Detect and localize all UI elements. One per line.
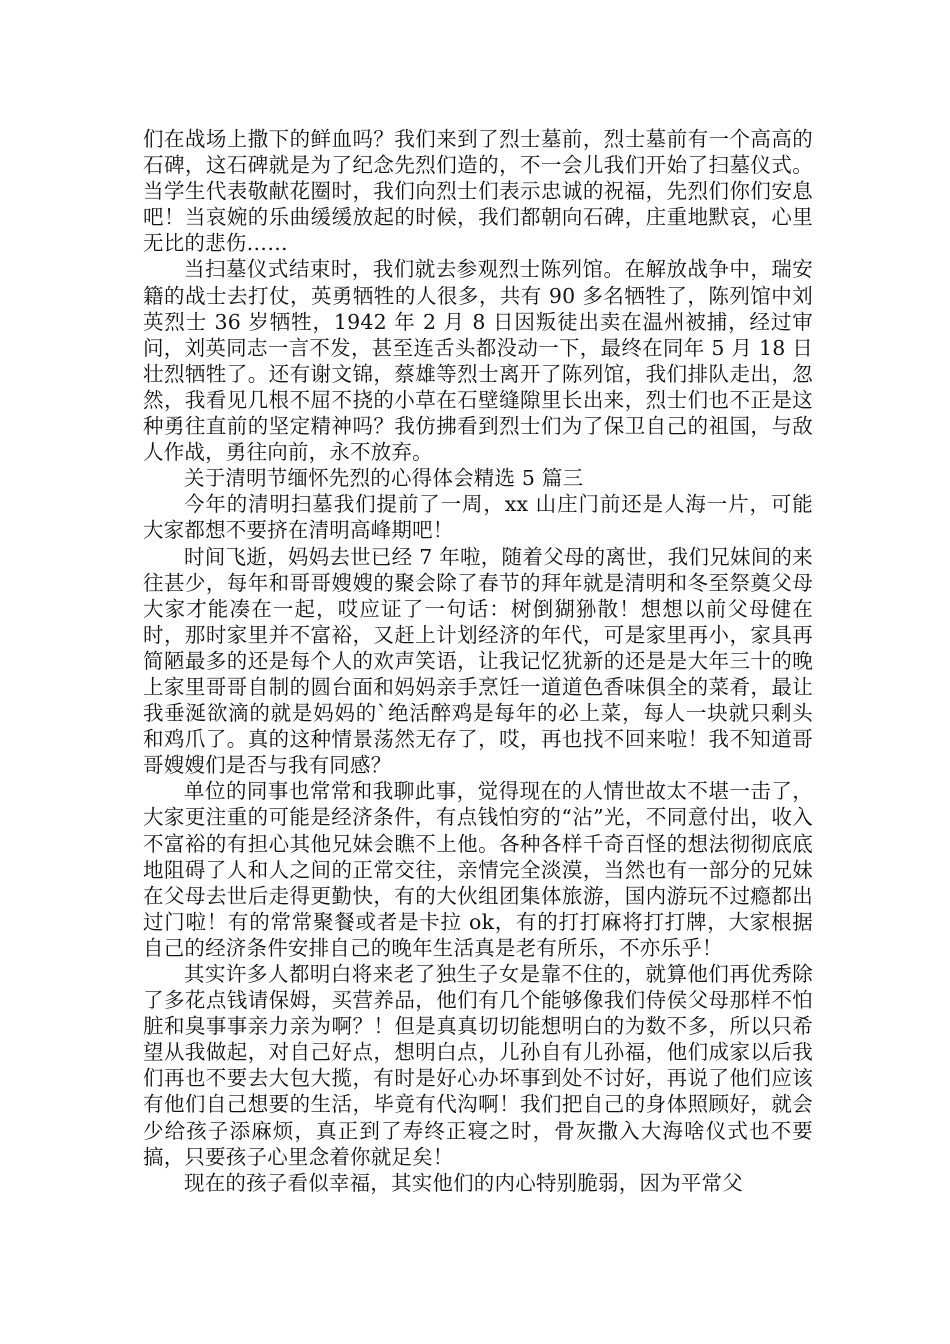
paragraph-1: 们在战场上撒下的鲜血吗？我们来到了烈士墓前，烈士墓前有一个高高的石碑，这石碑就是为了纪念先烈们造的，不一会儿我们开始了扫墓仪式。当学生代表敬献花圈时，我们向烈士们表示忠诚的祝福，先烈们你们安息吧！当哀婉的乐曲缓缓放起的时候，我们都朝向石碑，庄重地默哀，心里无比的悲伤…… [143,127,813,256]
paragraph-5: 时间飞逝，妈妈去世已经 7 年啦，随着父母的离世，我们兄妹间的来往甚少，每年和哥哥嫂嫂的聚会除了春节的拜年就是清明和冬至祭奠父母大家才能凑在一起，哎应证了一句话：树倒猢狲散！想想以前父母健在时，那时家里并不富裕，又赶上计划经济的年代，可是家里再小，家具再简陋最多的还是每个人的欢声笑语，让我记忆犹新的还是是大年三十的晚上家里哥哥自制的圆台面和妈妈亲手烹饪一道道色香味俱全的菜肴，最让我垂涎欲滴的就是妈妈的`绝活醉鸡是每年的必上菜，每人一块就只剩头和鸡爪了。真的这种情景荡然无存了，哎，再也找不回来啦！我不知道哥哥嫂嫂们是否与我有同感？ [143,544,813,778]
paragraph-8: 现在的孩子看似幸福，其实他们的内心特别脆弱，因为平常父 [184,1170,743,1195]
paragraph-6: 单位的同事也常常和我聊此事，觉得现在的人情世故太不堪一击了，大家更注重的可能是经济条件，有点钱怕穷的“沾”光，不同意付出，收入不富裕的有担心其他兄妹会瞧不上他。各种各样千奇百怪的想法彻彻底底地阻碍了人和人之间的正常交往，亲情完全淡漠，当然也有一部分的兄妹在父母去世后走得更勤快，有的大伙组团集体旅游，国内游玩不过瘾都出过门啦！有的常常聚餐或者是卡拉 ok，有的打打麻将打打牌，大家根据自己的经济条件安排自己的晚年生活真是老有所乐，不亦乐乎！ [143,779,813,960]
document-body [143,126,813,1196]
paragraph-4: 今年的清明扫墓我们提前了一周，xx 山庄门前还是人海一片，可能大家都想不要挤在清明高峰期吧！ [143,492,813,543]
paragraph-2: 当扫墓仪式结束时，我们就去参观烈士陈列馆。在解放战争中，瑞安籍的战士去打仗，英勇牺牲的人很多，共有 90 多名牺牲了，陈列馆中刘英烈士 36 岁牺牲，1942 年 2 月 8 日因叛徒出卖在温州被捕，经过审问，刘英同志一言不发，甚至连舌头都没动一下，最终在同年 5 月 18 日壮烈牺牲了。还有谢文锦，蔡雄等烈士离开了陈列馆，我们排队走出，忽然，我看见几根不屈不挠的小草在石壁缝隙里长出来，烈士们也不正是这种勇往直前的坚定精神吗？我仿拂看到烈士们为了保卫自己的祖国，与敌人作战，勇往向前，永不放弃。 [143,257,813,465]
paragraph-7: 其实许多人都明白将来老了独生子女是靠不住的，就算他们再优秀除了多花点钱请保姆，买营养品，他们有几个能够像我们侍侯父母那样不怕脏和臭事事亲力亲为啊？！但是真真切切能想明白的为数不多，所以只希望从我做起，对自己好点，想明白点，儿孙自有儿孙福，他们成家以后我们再也不要去大包大揽，有时是好心办坏事到处不讨好，再说了他们应该有他们自己想要的生活，毕竟有代沟啊！我们把自己的身体照顾好，就会少给孩子添麻烦，真正到了寿终正寝之时，骨灰撒入大海啥仪式也不要搞，只要孩子心里念着你就足矣！ [143,962,813,1169]
section-heading: 关于清明节缅怀先烈的心得体会精选 5 篇三 [184,466,584,491]
